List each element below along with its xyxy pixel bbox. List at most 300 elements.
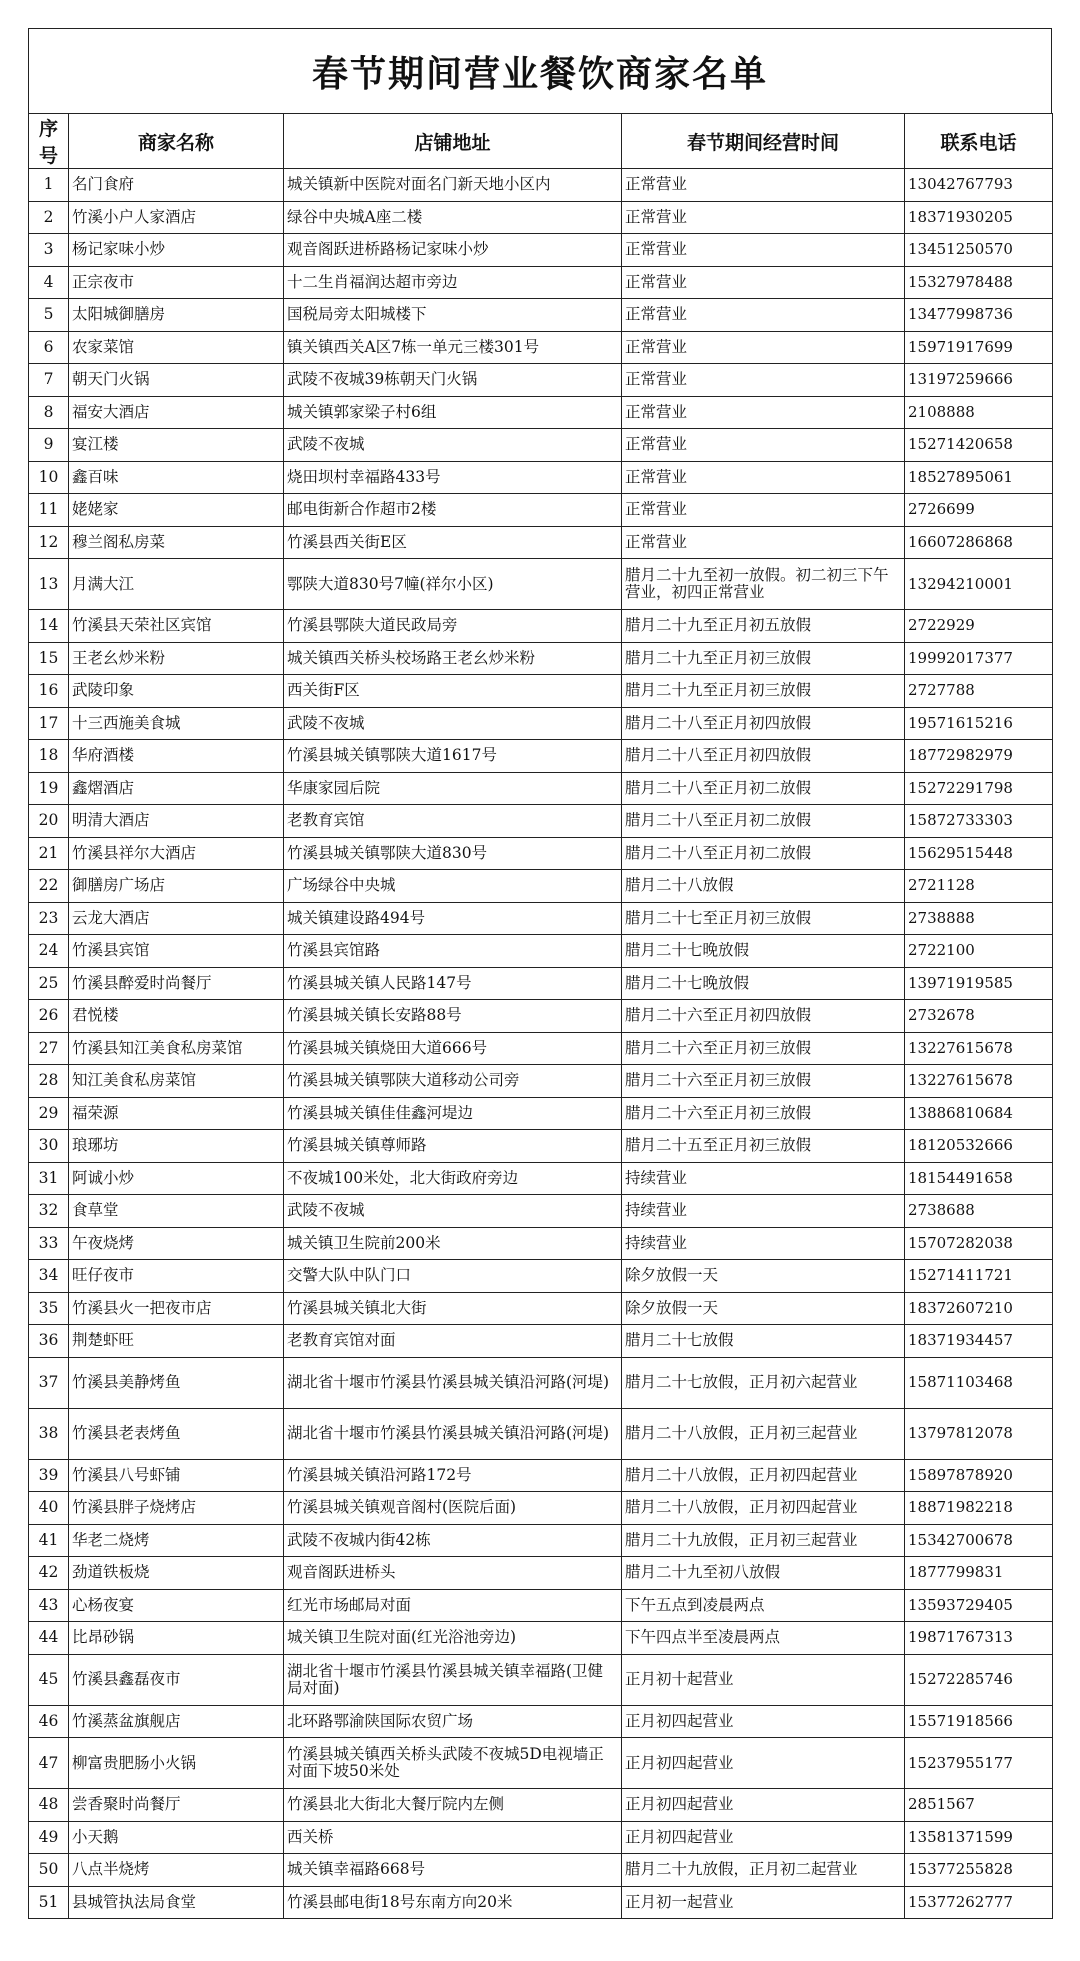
merchant-name: 竹溪县老表烤鱼 [69,1408,284,1459]
merchant-address: 武陵不夜城39栋朝天门火锅 [284,364,622,397]
merchant-address: 城关镇建设路494号 [284,902,622,935]
merchant-name: 君悦楼 [69,1000,284,1033]
row-seq-number: 16 [29,675,69,708]
merchant-address: 武陵不夜城 [284,429,622,462]
table-row [29,1325,1053,1358]
merchant-name: 旺仔夜市 [69,1260,284,1293]
row-seq-number: 26 [29,1000,69,1033]
merchant-name: 午夜烧烤 [69,1227,284,1260]
business-hours: 持续营业 [622,1195,905,1228]
merchant-phone: 15707282038 [905,1227,1053,1260]
merchant-name: 武陵印象 [69,675,284,708]
merchant-phone: 2108888 [905,396,1053,429]
table-row [29,967,1053,1000]
row-seq-number: 45 [29,1654,69,1705]
merchant-phone: 13593729405 [905,1589,1053,1622]
row-seq-number: 8 [29,396,69,429]
merchant-address: 北环路鄂渝陕国际农贸广场 [284,1705,622,1738]
row-seq-number: 34 [29,1260,69,1293]
table-row [29,234,1053,267]
business-hours: 正常营业 [622,331,905,364]
merchant-address: 华康家园后院 [284,772,622,805]
table-row [29,837,1053,870]
merchant-address: 竹溪县城关镇尊师路 [284,1130,622,1163]
row-seq-number: 48 [29,1789,69,1822]
merchant-phone: 2722929 [905,610,1053,643]
merchant-name: 食草堂 [69,1195,284,1228]
business-hours: 腊月二十七放假，正月初六起营业 [622,1357,905,1408]
row-seq-number: 5 [29,299,69,332]
merchant-name: 竹溪小户人家酒店 [69,201,284,234]
business-hours: 腊月二十九放假，正月初三起营业 [622,1524,905,1557]
table-row [29,870,1053,903]
merchant-address: 镇关镇西关A区7栋一单元三楼301号 [284,331,622,364]
merchant-address: 竹溪县城关镇北大街 [284,1292,622,1325]
merchant-address: 烧田坝村幸福路433号 [284,461,622,494]
merchant-name: 八点半烧烤 [69,1854,284,1887]
table-row [29,331,1053,364]
business-hours: 腊月二十七晚放假 [622,967,905,1000]
merchant-address: 竹溪县城关镇长安路88号 [284,1000,622,1033]
row-seq-number: 3 [29,234,69,267]
row-seq-number: 40 [29,1492,69,1525]
table-row [29,396,1053,429]
merchant-phone: 15377262777 [905,1886,1053,1919]
table-row [29,1738,1053,1789]
header-name: 商家名称 [69,114,284,169]
merchant-name: 鑫百味 [69,461,284,494]
merchant-address: 武陵不夜城内街42栋 [284,1524,622,1557]
row-seq-number: 10 [29,461,69,494]
row-seq-number: 7 [29,364,69,397]
merchant-name: 王老幺炒米粉 [69,642,284,675]
merchant-name: 华府酒楼 [69,740,284,773]
merchant-address: 竹溪县城关镇鄂陕大道1617号 [284,740,622,773]
row-seq-number: 39 [29,1459,69,1492]
merchant-table [28,113,1053,1919]
merchant-address: 城关镇卫生院前200米 [284,1227,622,1260]
merchant-phone: 15897878920 [905,1459,1053,1492]
table-row [29,1097,1053,1130]
business-hours: 腊月二十八放假，正月初四起营业 [622,1492,905,1525]
row-seq-number: 51 [29,1886,69,1919]
table-row [29,1162,1053,1195]
row-seq-number: 24 [29,935,69,968]
business-hours: 正月初一起营业 [622,1886,905,1919]
row-seq-number: 13 [29,559,69,610]
merchant-name: 小天鹅 [69,1821,284,1854]
merchant-phone: 13797812078 [905,1408,1053,1459]
merchant-name: 云龙大酒店 [69,902,284,935]
merchant-name: 正宗夜市 [69,266,284,299]
merchant-address: 老教育宾馆对面 [284,1325,622,1358]
merchant-phone: 18372607210 [905,1292,1053,1325]
business-hours: 腊月二十八至正月初二放假 [622,772,905,805]
business-hours: 腊月二十七放假 [622,1325,905,1358]
business-hours: 正月初四起营业 [622,1821,905,1854]
business-hours: 正常营业 [622,364,905,397]
merchant-address: 竹溪县城关镇西关桥头武陵不夜城5D电视墙正对面下坡50米处 [284,1738,622,1789]
row-seq-number: 2 [29,201,69,234]
merchant-address: 红光市场邮局对面 [284,1589,622,1622]
table-row [29,559,1053,610]
merchant-phone: 15871103468 [905,1357,1053,1408]
merchant-name: 福荣源 [69,1097,284,1130]
business-hours: 正月初四起营业 [622,1738,905,1789]
merchant-phone: 15629515448 [905,837,1053,870]
business-hours: 除夕放假一天 [622,1260,905,1293]
merchant-name: 月满大江 [69,559,284,610]
table-row [29,1524,1053,1557]
row-seq-number: 35 [29,1292,69,1325]
merchant-name: 太阳城御膳房 [69,299,284,332]
table-row [29,805,1053,838]
merchant-address: 湖北省十堰市竹溪县竹溪县城关镇沿河路(河堤) [284,1357,622,1408]
business-hours: 正常营业 [622,299,905,332]
merchant-phone: 2727788 [905,675,1053,708]
table-row [29,642,1053,675]
row-seq-number: 43 [29,1589,69,1622]
table-row [29,1821,1053,1854]
merchant-name: 劲道铁板烧 [69,1557,284,1590]
business-hours: 腊月二十六至正月初四放假 [622,1000,905,1033]
merchant-name: 竹溪县宾馆 [69,935,284,968]
table-row [29,675,1053,708]
merchant-address: 鄂陕大道830号7幢(祥尔小区) [284,559,622,610]
merchant-name: 竹溪县胖子烧烤店 [69,1492,284,1525]
merchant-table-body [29,169,1053,1919]
business-hours: 除夕放假一天 [622,1292,905,1325]
row-seq-number: 42 [29,1557,69,1590]
business-hours: 腊月二十八至正月初二放假 [622,837,905,870]
row-seq-number: 6 [29,331,69,364]
page-title: 春节期间营业餐饮商家名单 [28,28,1052,113]
table-row [29,1459,1053,1492]
merchant-phone: 15571918566 [905,1705,1053,1738]
business-hours: 腊月二十七晚放假 [622,935,905,968]
table-row [29,1705,1053,1738]
business-hours: 正常营业 [622,266,905,299]
table-row [29,169,1053,202]
merchant-phone: 18871982218 [905,1492,1053,1525]
merchant-name: 华老二烧烤 [69,1524,284,1557]
row-seq-number: 47 [29,1738,69,1789]
business-hours: 正常营业 [622,169,905,202]
merchant-name: 姥姥家 [69,494,284,527]
business-hours: 腊月二十九至正月初三放假 [622,675,905,708]
merchant-phone: 18371934457 [905,1325,1053,1358]
table-row [29,1357,1053,1408]
merchant-phone: 19992017377 [905,642,1053,675]
row-seq-number: 20 [29,805,69,838]
merchant-phone: 2851567 [905,1789,1053,1822]
row-seq-number: 17 [29,707,69,740]
row-seq-number: 31 [29,1162,69,1195]
table-row [29,1854,1053,1887]
row-seq-number: 37 [29,1357,69,1408]
merchant-address: 老教育宾馆 [284,805,622,838]
row-seq-number: 12 [29,526,69,559]
merchant-name: 竹溪县鑫磊夜市 [69,1654,284,1705]
merchant-phone: 18772982979 [905,740,1053,773]
merchant-phone: 13197259666 [905,364,1053,397]
row-seq-number: 4 [29,266,69,299]
merchant-address: 湖北省十堰市竹溪县竹溪县城关镇幸福路(卫健局对面) [284,1654,622,1705]
table-row [29,1227,1053,1260]
business-hours: 正常营业 [622,461,905,494]
row-seq-number: 30 [29,1130,69,1163]
row-seq-number: 32 [29,1195,69,1228]
table-row [29,299,1053,332]
merchant-phone: 15971917699 [905,331,1053,364]
merchant-address: 竹溪县鄂陕大道民政局旁 [284,610,622,643]
merchant-address: 竹溪县北大街北大餐厅院内左侧 [284,1789,622,1822]
merchant-phone: 13477998736 [905,299,1053,332]
merchant-address: 竹溪县城关镇佳佳鑫河堤边 [284,1097,622,1130]
table-row [29,1292,1053,1325]
merchant-phone: 2738888 [905,902,1053,935]
merchant-address: 城关镇卫生院对面(红光浴池旁边) [284,1622,622,1655]
merchant-name: 竹溪县八号虾铺 [69,1459,284,1492]
business-hours: 正常营业 [622,201,905,234]
table-row [29,740,1053,773]
merchant-name: 尝香聚时尚餐厅 [69,1789,284,1822]
row-seq-number: 15 [29,642,69,675]
row-seq-number: 1 [29,169,69,202]
row-seq-number: 19 [29,772,69,805]
row-seq-number: 22 [29,870,69,903]
business-hours: 下午五点到凌晨两点 [622,1589,905,1622]
merchant-phone: 18371930205 [905,201,1053,234]
merchant-phone: 13581371599 [905,1821,1053,1854]
row-seq-number: 23 [29,902,69,935]
table-row [29,610,1053,643]
business-hours: 腊月二十六至正月初三放假 [622,1032,905,1065]
merchant-name: 荆楚虾旺 [69,1325,284,1358]
merchant-phone: 15271420658 [905,429,1053,462]
header-hours: 春节期间经营时间 [622,114,905,169]
merchant-name: 竹溪蒸盆旗舰店 [69,1705,284,1738]
business-hours: 腊月二十九至初八放假 [622,1557,905,1590]
merchant-name: 竹溪县醉爱时尚餐厅 [69,967,284,1000]
business-hours: 持续营业 [622,1162,905,1195]
business-hours: 正常营业 [622,234,905,267]
row-seq-number: 38 [29,1408,69,1459]
business-hours: 正常营业 [622,526,905,559]
table-row [29,1000,1053,1033]
merchant-phone: 13227615678 [905,1065,1053,1098]
business-hours: 持续营业 [622,1227,905,1260]
header-phone: 联系电话 [905,114,1053,169]
merchant-address: 广场绿谷中央城 [284,870,622,903]
merchant-address: 竹溪县城关镇鄂陕大道移动公司旁 [284,1065,622,1098]
merchant-address: 竹溪县城关镇观音阁村(医院后面) [284,1492,622,1525]
business-hours: 腊月二十九至正月初五放假 [622,610,905,643]
table-row [29,1589,1053,1622]
merchant-phone: 15342700678 [905,1524,1053,1557]
business-hours: 腊月二十五至正月初三放假 [622,1130,905,1163]
table-row [29,1195,1053,1228]
business-hours: 腊月二十七至正月初三放假 [622,902,905,935]
table-row [29,1492,1053,1525]
merchant-address: 武陵不夜城 [284,1195,622,1228]
merchant-name: 竹溪县知江美食私房菜馆 [69,1032,284,1065]
merchant-phone: 18154491658 [905,1162,1053,1195]
merchant-phone: 19571615216 [905,707,1053,740]
table-header-row [29,114,1053,169]
merchant-phone: 2738688 [905,1195,1053,1228]
row-seq-number: 11 [29,494,69,527]
merchant-phone: 13971919585 [905,967,1053,1000]
merchant-phone: 15272285746 [905,1654,1053,1705]
table-row [29,902,1053,935]
table-row [29,201,1053,234]
merchant-name: 竹溪县火一把夜市店 [69,1292,284,1325]
business-hours: 腊月二十六至正月初三放假 [622,1065,905,1098]
row-seq-number: 50 [29,1854,69,1887]
table-row [29,707,1053,740]
merchant-phone: 1877799831 [905,1557,1053,1590]
business-hours: 正常营业 [622,396,905,429]
table-row [29,935,1053,968]
row-seq-number: 44 [29,1622,69,1655]
merchant-address: 西关桥 [284,1821,622,1854]
table-row [29,1130,1053,1163]
table-row [29,364,1053,397]
row-seq-number: 14 [29,610,69,643]
business-hours: 腊月二十九放假，正月初二起营业 [622,1854,905,1887]
row-seq-number: 29 [29,1097,69,1130]
business-hours: 正月初四起营业 [622,1789,905,1822]
merchant-address: 竹溪县邮电街18号东南方向20米 [284,1886,622,1919]
merchant-phone: 2722100 [905,935,1053,968]
merchant-address: 城关镇幸福路668号 [284,1854,622,1887]
business-hours: 腊月二十八放假 [622,870,905,903]
merchant-address: 观音阁跃进桥头 [284,1557,622,1590]
table-row [29,772,1053,805]
row-seq-number: 25 [29,967,69,1000]
merchant-address: 竹溪县城关镇沿河路172号 [284,1459,622,1492]
merchant-phone: 2726699 [905,494,1053,527]
merchant-name: 福安大酒店 [69,396,284,429]
merchant-name: 竹溪县美静烤鱼 [69,1357,284,1408]
table-row [29,1654,1053,1705]
merchant-name: 琅琊坊 [69,1130,284,1163]
table-row [29,1789,1053,1822]
merchant-address: 竹溪县西关街E区 [284,526,622,559]
merchant-address: 国税局旁太阳城楼下 [284,299,622,332]
row-seq-number: 41 [29,1524,69,1557]
merchant-list-sheet [28,28,1052,1919]
merchant-phone: 15872733303 [905,805,1053,838]
merchant-address: 竹溪县城关镇烧田大道666号 [284,1032,622,1065]
merchant-name: 朝天门火锅 [69,364,284,397]
merchant-phone: 15271411721 [905,1260,1053,1293]
merchant-phone: 18527895061 [905,461,1053,494]
merchant-address: 城关镇郭家梁子村6组 [284,396,622,429]
merchant-address: 武陵不夜城 [284,707,622,740]
merchant-phone: 2721128 [905,870,1053,903]
table-row [29,1886,1053,1919]
business-hours: 下午四点半至凌晨两点 [622,1622,905,1655]
merchant-address: 竹溪县城关镇鄂陕大道830号 [284,837,622,870]
business-hours: 正常营业 [622,429,905,462]
merchant-name: 穆兰阁私房菜 [69,526,284,559]
table-row [29,494,1053,527]
table-row [29,1557,1053,1590]
row-seq-number: 27 [29,1032,69,1065]
header-address: 店铺地址 [284,114,622,169]
table-row [29,266,1053,299]
merchant-phone: 13294210001 [905,559,1053,610]
business-hours: 腊月二十八至正月初四放假 [622,707,905,740]
merchant-phone: 15272291798 [905,772,1053,805]
row-seq-number: 28 [29,1065,69,1098]
business-hours: 腊月二十八放假，正月初四起营业 [622,1459,905,1492]
merchant-name: 心杨夜宴 [69,1589,284,1622]
merchant-phone: 13227615678 [905,1032,1053,1065]
merchant-phone: 16607286868 [905,526,1053,559]
merchant-phone: 13451250570 [905,234,1053,267]
merchant-address: 绿谷中央城A座二楼 [284,201,622,234]
merchant-name: 杨记家味小炒 [69,234,284,267]
merchant-address: 城关镇西关桥头校场路王老幺炒米粉 [284,642,622,675]
merchant-address: 邮电街新合作超市2楼 [284,494,622,527]
row-seq-number: 21 [29,837,69,870]
table-row [29,1032,1053,1065]
merchant-name: 县城管执法局食堂 [69,1886,284,1919]
header-seq: 序号 [29,114,69,169]
business-hours: 正月初十起营业 [622,1654,905,1705]
merchant-name: 柳富贵肥肠小火锅 [69,1738,284,1789]
merchant-name: 明清大酒店 [69,805,284,838]
merchant-phone: 18120532666 [905,1130,1053,1163]
merchant-phone: 15327978488 [905,266,1053,299]
merchant-name: 阿诚小炒 [69,1162,284,1195]
merchant-address: 不夜城100米处，北大街政府旁边 [284,1162,622,1195]
merchant-name: 竹溪县祥尔大酒店 [69,837,284,870]
table-row [29,429,1053,462]
merchant-address: 观音阁跃进桥路杨记家味小炒 [284,234,622,267]
business-hours: 腊月二十八至正月初四放假 [622,740,905,773]
merchant-address: 竹溪县城关镇人民路147号 [284,967,622,1000]
row-seq-number: 9 [29,429,69,462]
table-row [29,461,1053,494]
merchant-name: 竹溪县天荣社区宾馆 [69,610,284,643]
table-row [29,1622,1053,1655]
row-seq-number: 33 [29,1227,69,1260]
merchant-phone: 2732678 [905,1000,1053,1033]
business-hours: 腊月二十八放假，正月初三起营业 [622,1408,905,1459]
table-row [29,1408,1053,1459]
table-row [29,1260,1053,1293]
merchant-name: 御膳房广场店 [69,870,284,903]
merchant-name: 知江美食私房菜馆 [69,1065,284,1098]
merchant-name: 名门食府 [69,169,284,202]
merchant-phone: 19871767313 [905,1622,1053,1655]
business-hours: 正常营业 [622,494,905,527]
row-seq-number: 49 [29,1821,69,1854]
merchant-address: 十二生肖福润达超市旁边 [284,266,622,299]
business-hours: 正月初四起营业 [622,1705,905,1738]
row-seq-number: 46 [29,1705,69,1738]
merchant-address: 湖北省十堰市竹溪县竹溪县城关镇沿河路(河堤) [284,1408,622,1459]
table-row [29,526,1053,559]
table-row [29,1065,1053,1098]
merchant-address: 竹溪县宾馆路 [284,935,622,968]
merchant-name: 鑫熠酒店 [69,772,284,805]
merchant-phone: 15377255828 [905,1854,1053,1887]
